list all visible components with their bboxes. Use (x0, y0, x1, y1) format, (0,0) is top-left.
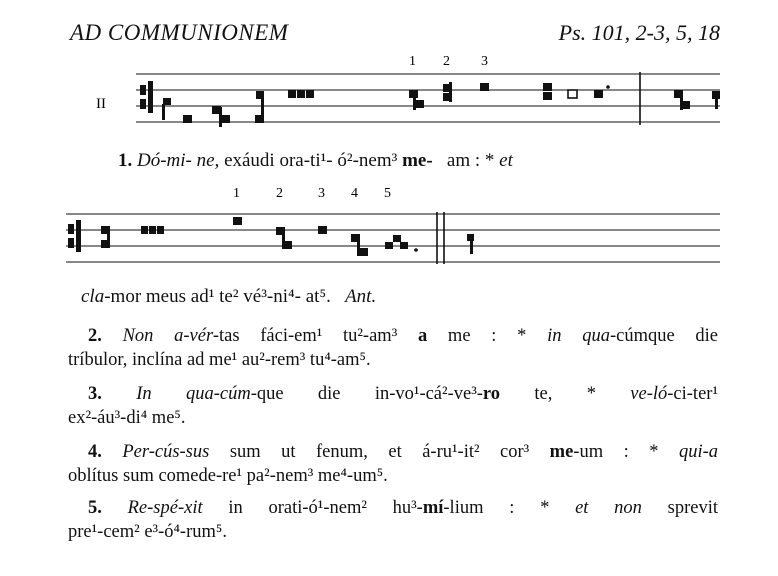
verse-line: oblítus sum comede-re¹ pa²-nem³ me⁴-um⁵. (68, 466, 388, 486)
lyrics-line-2 (81, 286, 376, 308)
verse-text: a (417, 326, 428, 346)
lyric-text: et (499, 150, 513, 171)
verse-text: sprevit (641, 498, 718, 518)
clef-icon (140, 81, 153, 113)
lyrics-line-1 (118, 150, 513, 172)
verse-text: ro (482, 384, 501, 404)
tone-number-2: 2 (276, 186, 283, 201)
tone-number-3: 3 (481, 54, 488, 69)
verse-5 (68, 496, 718, 544)
verse-text: -lium : * (443, 498, 576, 518)
verse-text: que die in-vo¹-cá²-ve³- (256, 384, 483, 404)
clef-icon (68, 220, 81, 252)
verse-text: Per-cús-sus (122, 442, 210, 462)
tone-number-3: 3 (318, 186, 325, 201)
neumes (162, 82, 720, 127)
verse-line (88, 324, 718, 348)
antiphon-marker: Ant. (345, 286, 377, 307)
verse-line (88, 496, 718, 520)
chant-staff-2 (0, 180, 778, 280)
verse-text: Non a-vér- (122, 326, 219, 346)
tone-number-1: 1 (409, 54, 416, 69)
verse-text: qui-a (678, 442, 718, 462)
verse-number: 1. (118, 150, 133, 171)
staff-lines (136, 74, 720, 122)
verse-text: cúmque die (616, 326, 719, 346)
lyric-text: mor meus ad¹ te² vé³-ni⁴- at⁵. (110, 286, 346, 307)
verse-2 (68, 324, 719, 372)
verse-text: te, * (500, 384, 631, 404)
verse-text: -um : * (573, 442, 679, 462)
lyric-text: Dó-mi- ne, (137, 150, 220, 171)
verse-line (88, 382, 718, 406)
verse-line: pre¹-cem² e³-ó⁴-rum⁵. (68, 522, 227, 542)
verse-number: 4. (88, 442, 102, 462)
verse-line (88, 440, 718, 464)
mode-label: II (96, 96, 106, 112)
neumes (101, 217, 474, 256)
verse-text: me : * (427, 326, 548, 346)
tone-number-1: 1 (233, 186, 240, 201)
verse-4 (68, 440, 718, 488)
lyric-text: cla- (81, 286, 111, 307)
verse-text: me (549, 442, 574, 462)
verse-text: et non (575, 498, 642, 518)
section-title: AD COMMUNIONEM (70, 20, 289, 45)
verse-text: in orati-ó¹-nem² hu³- (202, 498, 423, 518)
chant-staff-1 (0, 45, 778, 195)
lyric-text: me- (402, 150, 433, 171)
verse-line: tríbulor, inclína ad me¹ au²-rem³ tu⁴-am⁵. (68, 350, 371, 370)
verse-line: ex²-áu³-di⁴ me⁵. (68, 408, 186, 428)
verse-text: ci-ter¹ (673, 384, 718, 404)
verse-text: ve-ló- (630, 384, 674, 404)
verse-text: sum ut fenum, et á-ru¹-it² cor³ (209, 442, 550, 462)
psalm-reference: Ps. 101, 2-3, 5, 18 (558, 20, 720, 45)
verse-number: 2. (88, 326, 102, 346)
lyric-text: am : (432, 150, 485, 171)
tone-number-2: 2 (443, 54, 450, 69)
tone-number-5: 5 (384, 186, 391, 201)
tone-number-4: 4 (351, 186, 358, 201)
verse-text: in qua- (547, 326, 617, 346)
asterisk: * (484, 150, 500, 171)
verse-text: In qua-cúm- (136, 384, 257, 404)
verse-text: mí (422, 498, 444, 518)
verse-3 (68, 382, 718, 430)
verse-text: tas fáci-em¹ tu²-am³ (218, 326, 418, 346)
lyric-text: exáudi ora-ti¹- ó²-nem³ (219, 150, 403, 171)
verse-number: 3. (88, 384, 102, 404)
verse-text: Re-spé-xit (127, 498, 203, 518)
verse-number: 5. (88, 498, 102, 518)
